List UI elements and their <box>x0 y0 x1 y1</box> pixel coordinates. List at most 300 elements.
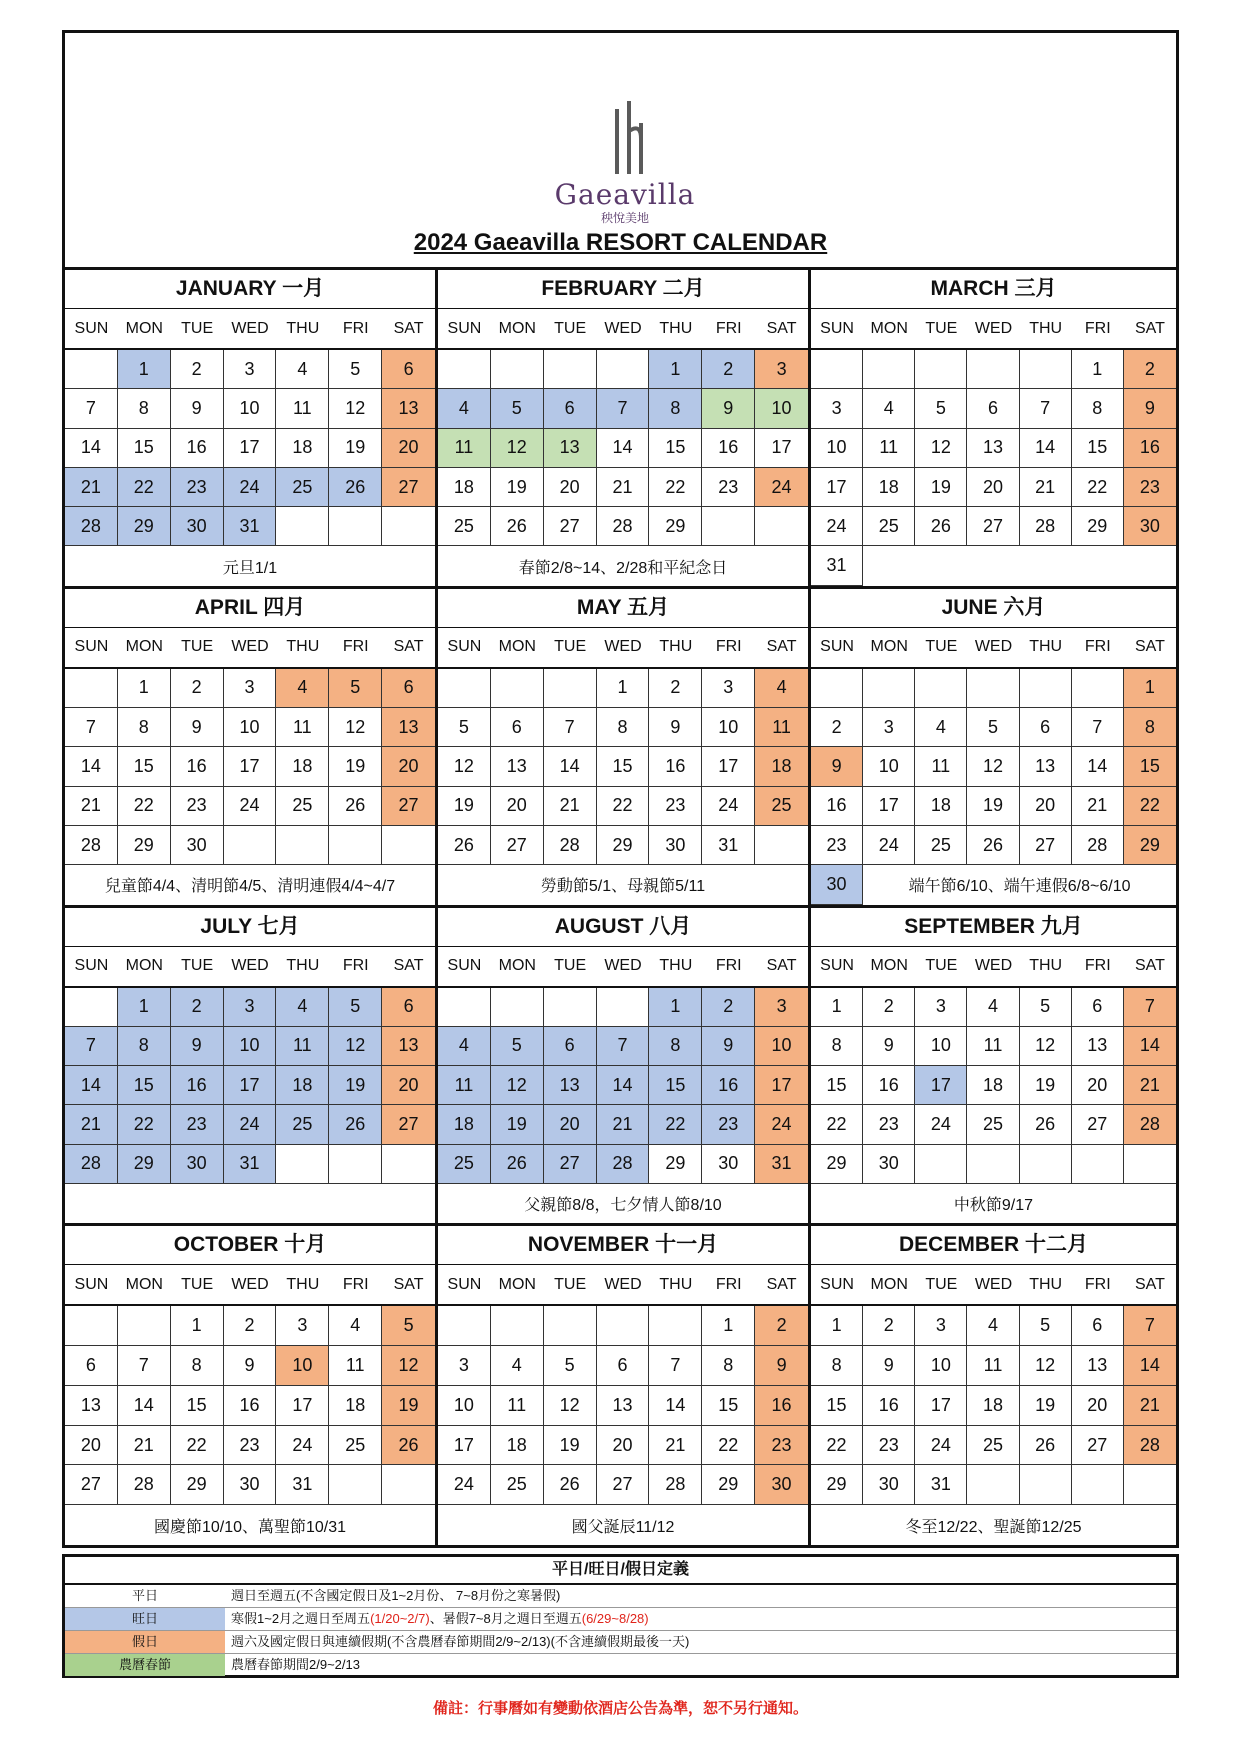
day-cell: 18 <box>863 468 915 507</box>
day-cell: 24 <box>224 468 277 507</box>
weekday-label: MON <box>498 319 536 337</box>
svg-text:Gaeavilla: Gaeavilla <box>554 178 696 211</box>
day-cell: 16 <box>1124 429 1176 468</box>
empty-cell <box>544 350 597 389</box>
month-block <box>65 270 438 589</box>
day-cell: 24 <box>915 1426 967 1466</box>
day-cell: 25 <box>276 468 329 507</box>
day-cell: 22 <box>702 1426 755 1466</box>
day-cell: 21 <box>1124 1386 1176 1426</box>
month-note: 勞動節5/1、母親節5/11 <box>540 878 706 896</box>
day-cell: 4 <box>863 389 915 428</box>
weekday-label: MON <box>498 957 536 974</box>
day-cell: 19 <box>329 429 382 468</box>
empty-cell <box>1072 669 1124 708</box>
empty-cell <box>755 507 808 546</box>
day-cell: 21 <box>1020 468 1072 507</box>
day-cell: 17 <box>755 429 808 468</box>
day-cell: 25 <box>276 787 329 826</box>
weekday-label: FRI <box>342 319 369 337</box>
day-cell: 5 <box>329 988 382 1027</box>
day-cell: 14 <box>1020 429 1072 468</box>
empty-cell <box>65 1306 118 1346</box>
day-cell: 15 <box>597 747 650 786</box>
weekday-label: THU <box>286 638 320 656</box>
day-cell: 25 <box>329 1426 382 1466</box>
weekday-label: TUE <box>925 638 958 656</box>
day-cell: 15 <box>118 1066 171 1105</box>
day-cell: 2 <box>171 988 224 1027</box>
day-cell: 16 <box>755 1386 808 1426</box>
day-cell: 12 <box>544 1386 597 1426</box>
day-cell: 27 <box>1072 1105 1124 1144</box>
day-cell: 2 <box>702 988 755 1027</box>
day-cell: 6 <box>544 1027 597 1066</box>
day-cell: 3 <box>755 350 808 389</box>
day-cell: 6 <box>597 1346 650 1386</box>
legend-description: 週六及國定假日與連續假期(不含農曆春節期間2/9~2/13)(不含連續假期最後一天) <box>231 1634 690 1649</box>
empty-cell <box>65 350 118 389</box>
month-block <box>438 270 811 589</box>
day-cell: 24 <box>811 507 863 546</box>
weekday-label: FRI <box>1084 957 1111 974</box>
day-cell: 6 <box>544 389 597 428</box>
brand-chinese-name: 秧悅美地 <box>600 211 649 225</box>
weekday-label: MON <box>125 957 163 974</box>
day-cell: 8 <box>171 1346 224 1386</box>
day-cell: 1 <box>811 988 863 1027</box>
weekday-header <box>65 309 435 348</box>
weekday-header <box>438 1265 808 1304</box>
weekday-label: THU <box>659 1275 693 1293</box>
weekday-label: WED <box>231 957 269 974</box>
day-cell: 17 <box>224 429 277 468</box>
day-cell: 23 <box>863 1426 915 1466</box>
day-cell: 1 <box>702 1306 755 1346</box>
day-cell: 22 <box>1072 468 1124 507</box>
weekday-label: THU <box>286 1275 320 1293</box>
day-cell: 11 <box>967 1027 1019 1066</box>
weekday-label: TUE <box>925 1275 958 1293</box>
legend-key: 假日 <box>65 1631 225 1653</box>
empty-cell <box>382 826 435 865</box>
day-cell: 27 <box>1072 1426 1124 1466</box>
weekday-label: MON <box>870 1275 908 1293</box>
day-cell: 26 <box>967 826 1019 865</box>
weekday-label: MON <box>125 319 163 337</box>
day-cell: 27 <box>967 507 1019 546</box>
day-cell: 18 <box>491 1426 544 1466</box>
day-cell: 3 <box>915 1306 967 1346</box>
day-cell: 1 <box>649 988 702 1027</box>
day-cell: 7 <box>544 708 597 747</box>
month-note: 冬至12/22、聖誕節12/25 <box>905 1518 1082 1536</box>
day-cell: 24 <box>863 826 915 865</box>
day-cell: 2 <box>755 1306 808 1346</box>
day-cell: 20 <box>382 1066 435 1105</box>
day-cell: 19 <box>329 747 382 786</box>
day-cell: 22 <box>649 468 702 507</box>
weekday-label: FRI <box>715 957 742 974</box>
day-cell: 15 <box>118 429 171 468</box>
day-cell: 3 <box>915 988 967 1027</box>
day-cell: 28 <box>597 1145 650 1184</box>
day-cell: 13 <box>544 1066 597 1105</box>
empty-cell <box>491 1306 544 1346</box>
day-cell: 12 <box>915 429 967 468</box>
day-cell: 18 <box>438 1105 491 1144</box>
day-cell: 31 <box>276 1465 329 1505</box>
day-cell: 23 <box>1124 468 1176 507</box>
weekday-label: FRI <box>1084 319 1111 337</box>
day-cell: 15 <box>118 747 171 786</box>
weekday-label: SUN <box>447 638 482 656</box>
day-cell: 6 <box>491 708 544 747</box>
day-cell: 30 <box>755 1465 808 1505</box>
day-cell: 13 <box>491 747 544 786</box>
empty-cell <box>382 507 435 546</box>
weekday-label: SAT <box>393 319 424 337</box>
day-cell: 7 <box>597 389 650 428</box>
day-cell: 28 <box>1124 1105 1176 1144</box>
day-cell: 16 <box>863 1386 915 1426</box>
legend-row <box>65 1585 1176 1608</box>
day-cell: 16 <box>702 429 755 468</box>
empty-cell <box>597 1306 650 1346</box>
empty-cell <box>967 350 1019 389</box>
day-cell: 17 <box>276 1386 329 1426</box>
weekday-label: TUE <box>925 319 958 337</box>
day-cell: 30 <box>863 1465 915 1505</box>
day-cell: 26 <box>1020 1426 1072 1466</box>
empty-cell <box>863 350 915 389</box>
day-cell: 8 <box>702 1346 755 1386</box>
month-title: SEPTEMBER 九月 <box>811 908 1176 947</box>
day-cell: 10 <box>438 1386 491 1426</box>
day-cell: 10 <box>755 389 808 428</box>
day-cell: 13 <box>544 429 597 468</box>
day-cell: 2 <box>1124 350 1176 389</box>
legend-description: 農曆春節期間2/9~2/13 <box>231 1657 360 1672</box>
day-cell: 22 <box>811 1105 863 1144</box>
day-cell: 23 <box>811 826 863 865</box>
day-cell: 8 <box>1072 389 1124 428</box>
day-cell: 26 <box>382 1426 435 1466</box>
day-cell: 12 <box>1020 1346 1072 1386</box>
weekday-label: SUN <box>820 957 854 974</box>
day-cell: 1 <box>597 669 650 708</box>
day-cell: 27 <box>1020 826 1072 865</box>
day-cell: 21 <box>544 787 597 826</box>
weekday-header <box>438 628 808 667</box>
weekday-label: WED <box>974 638 1013 656</box>
month-note: 端午節6/10、端午連假6/8~6/10 <box>908 878 1131 896</box>
day-cell: 29 <box>1124 826 1176 865</box>
day-cell: 28 <box>597 507 650 546</box>
day-cell: 29 <box>118 826 171 865</box>
day-cell: 18 <box>276 429 329 468</box>
month-title: DECEMBER 十二月 <box>811 1226 1176 1265</box>
weekday-label: SAT <box>393 638 424 656</box>
day-cell: 16 <box>171 1066 224 1105</box>
day-cell: 14 <box>1124 1346 1176 1386</box>
empty-cell <box>863 669 915 708</box>
day-cell: 28 <box>1124 1426 1176 1466</box>
weekday-label: WED <box>604 957 642 974</box>
day-cell: 8 <box>118 1027 171 1066</box>
day-cell: 25 <box>967 1105 1019 1144</box>
day-cell: 27 <box>382 468 435 507</box>
day-cell: 2 <box>649 669 702 708</box>
weekday-label: THU <box>659 957 693 974</box>
day-cell: 21 <box>118 1426 171 1466</box>
day-cell: 12 <box>491 429 544 468</box>
month-block <box>65 589 438 908</box>
weekday-label: TUE <box>554 957 587 974</box>
day-cell: 2 <box>171 350 224 389</box>
day-cell: 9 <box>649 708 702 747</box>
day-cell: 9 <box>224 1346 277 1386</box>
day-cell: 19 <box>915 468 967 507</box>
empty-cell <box>1072 1145 1124 1184</box>
weekday-label: TUE <box>181 638 214 656</box>
legend-row <box>65 1654 1176 1676</box>
weekday-label: TUE <box>181 1275 214 1293</box>
month-title: AUGUST 八月 <box>438 908 808 947</box>
day-cell: 1 <box>811 1306 863 1346</box>
day-cell: 25 <box>755 787 808 826</box>
day-cell: 6 <box>65 1346 118 1386</box>
day-cell: 20 <box>65 1426 118 1466</box>
day-cell: 13 <box>65 1386 118 1426</box>
day-cell: 23 <box>171 787 224 826</box>
day-cell: 16 <box>863 1066 915 1105</box>
day-cell: 18 <box>915 787 967 826</box>
day-cell: 25 <box>915 826 967 865</box>
day-cell: 13 <box>597 1386 650 1426</box>
weekday-label: SUN <box>447 1275 482 1293</box>
day-cell: 28 <box>1020 507 1072 546</box>
day-cell: 20 <box>967 468 1019 507</box>
empty-cell <box>1020 1465 1072 1505</box>
day-cell: 3 <box>224 669 277 708</box>
empty-cell <box>915 1145 967 1184</box>
day-cell: 22 <box>118 1105 171 1144</box>
day-grid <box>811 348 1176 586</box>
day-cell: 31 <box>224 1145 277 1184</box>
empty-cell <box>438 350 491 389</box>
month-block <box>811 589 1176 908</box>
day-cell: 22 <box>597 787 650 826</box>
day-cell: 29 <box>811 1465 863 1505</box>
month-block <box>65 1226 438 1545</box>
day-cell: 19 <box>438 787 491 826</box>
day-cell: 16 <box>171 429 224 468</box>
day-cell: 26 <box>329 468 382 507</box>
day-cell: 29 <box>702 1465 755 1505</box>
weekday-label: THU <box>286 957 320 974</box>
month-note: 春節2/8~14、2/28和平紀念日 <box>518 559 728 577</box>
month-note: 國慶節10/10、萬聖節10/31 <box>153 1518 347 1536</box>
day-cell: 2 <box>224 1306 277 1346</box>
weekday-label: TUE <box>181 957 214 974</box>
day-cell: 20 <box>1020 787 1072 826</box>
day-grid <box>438 1304 808 1545</box>
day-cell: 30 <box>863 1145 915 1184</box>
day-cell: 18 <box>755 747 808 786</box>
day-cell: 8 <box>811 1346 863 1386</box>
empty-cell <box>1020 1145 1072 1184</box>
empty-cell <box>491 988 544 1027</box>
month-block <box>65 908 438 1227</box>
weekday-label: TUE <box>554 319 587 337</box>
day-cell: 7 <box>118 1346 171 1386</box>
weekday-label: WED <box>974 957 1013 974</box>
day-cell: 10 <box>224 389 277 428</box>
day-cell: 17 <box>915 1386 967 1426</box>
day-cell: 4 <box>276 988 329 1027</box>
day-cell: 5 <box>382 1306 435 1346</box>
day-cell: 5 <box>491 1027 544 1066</box>
weekday-label: SUN <box>447 957 482 974</box>
day-grid <box>65 986 435 1224</box>
legend-key: 農曆春節 <box>65 1654 225 1676</box>
day-cell: 28 <box>65 507 118 546</box>
day-cell: 8 <box>118 389 171 428</box>
weekday-label: SAT <box>393 1275 424 1293</box>
day-cell: 23 <box>649 787 702 826</box>
empty-cell <box>1020 350 1072 389</box>
day-cell: 15 <box>649 1066 702 1105</box>
day-cell: 14 <box>65 429 118 468</box>
weekday-label: SAT <box>1134 638 1165 656</box>
day-cell: 19 <box>1020 1386 1072 1426</box>
weekday-label: SAT <box>1134 319 1165 337</box>
legend <box>62 1554 1179 1678</box>
day-cell: 29 <box>649 507 702 546</box>
month-note: 國父誕辰11/12 <box>571 1518 675 1536</box>
day-cell: 11 <box>755 708 808 747</box>
empty-cell <box>1124 1465 1176 1505</box>
month-note: 父親節8/8，七夕情人節8/10 <box>524 1197 722 1215</box>
day-cell: 13 <box>382 708 435 747</box>
weekday-label: SUN <box>820 319 854 337</box>
day-cell: 8 <box>597 708 650 747</box>
legend-description: 寒假1~2月之週日至周五(1/20~2/7)、暑假7~8月之週日至週五(6/29~8/28) <box>231 1611 649 1626</box>
empty-cell <box>915 350 967 389</box>
day-cell: 19 <box>491 1105 544 1144</box>
day-cell: 17 <box>702 747 755 786</box>
day-cell: 8 <box>811 1027 863 1066</box>
day-cell: 30 <box>171 826 224 865</box>
day-cell: 28 <box>65 826 118 865</box>
day-cell: 2 <box>702 350 755 389</box>
weekday-header <box>811 947 1176 986</box>
day-grid <box>65 667 435 905</box>
day-cell: 21 <box>597 1105 650 1144</box>
day-cell: 26 <box>491 507 544 546</box>
weekday-label: TUE <box>554 638 587 656</box>
day-cell: 11 <box>276 389 329 428</box>
day-cell: 27 <box>382 1105 435 1144</box>
day-grid <box>811 1304 1176 1545</box>
day-cell: 25 <box>967 1426 1019 1466</box>
day-cell: 11 <box>915 747 967 786</box>
month-title: JULY 七月 <box>65 908 435 947</box>
month-title: JUNE 六月 <box>811 589 1176 628</box>
day-cell: 18 <box>438 468 491 507</box>
remark: 備註：行事曆如有變動依酒店公告為準，恕不另行通知。 <box>432 1700 808 1717</box>
day-cell: 19 <box>491 468 544 507</box>
day-cell: 30 <box>171 1145 224 1184</box>
day-cell: 21 <box>65 468 118 507</box>
day-cell: 17 <box>438 1426 491 1466</box>
day-cell: 10 <box>276 1346 329 1386</box>
day-cell: 28 <box>649 1465 702 1505</box>
empty-cell <box>811 669 863 708</box>
day-cell: 24 <box>224 787 277 826</box>
day-cell: 9 <box>755 1346 808 1386</box>
empty-cell <box>65 669 118 708</box>
day-cell: 16 <box>171 747 224 786</box>
empty-cell <box>224 826 277 865</box>
weekday-label: THU <box>1029 1275 1063 1293</box>
day-cell: 20 <box>544 1105 597 1144</box>
day-cell: 28 <box>118 1465 171 1505</box>
legend-key: 平日 <box>65 1585 225 1607</box>
day-cell: 20 <box>597 1426 650 1466</box>
weekday-label: WED <box>231 638 269 656</box>
day-cell: 12 <box>438 747 491 786</box>
empty-cell <box>382 1465 435 1505</box>
day-cell: 27 <box>597 1465 650 1505</box>
weekday-label: WED <box>974 319 1013 337</box>
day-cell: 10 <box>915 1027 967 1066</box>
day-cell: 11 <box>329 1346 382 1386</box>
weekday-label: SUN <box>74 638 109 656</box>
day-cell: 18 <box>967 1386 1019 1426</box>
day-grid <box>811 667 1176 905</box>
day-cell: 28 <box>1072 826 1124 865</box>
weekday-label: MON <box>870 957 908 974</box>
calendar-frame <box>62 30 1179 1548</box>
day-cell: 12 <box>329 389 382 428</box>
day-cell: 31 <box>811 546 863 585</box>
day-cell: 21 <box>65 787 118 826</box>
day-cell: 28 <box>544 826 597 865</box>
month-note <box>65 1184 435 1223</box>
weekday-label: THU <box>1029 319 1063 337</box>
weekday-label: TUE <box>925 957 958 974</box>
day-cell: 9 <box>811 747 863 786</box>
day-cell: 21 <box>65 1105 118 1144</box>
empty-cell <box>544 669 597 708</box>
weekday-label: SUN <box>74 1275 109 1293</box>
day-cell: 30 <box>811 865 863 904</box>
weekday-label: FRI <box>1084 1275 1111 1293</box>
day-cell: 14 <box>597 429 650 468</box>
weekday-label: SUN <box>447 319 482 337</box>
day-cell: 10 <box>755 1027 808 1066</box>
day-cell: 24 <box>915 1105 967 1144</box>
day-cell: 9 <box>171 708 224 747</box>
day-cell: 15 <box>171 1386 224 1426</box>
day-cell: 5 <box>915 389 967 428</box>
day-cell: 30 <box>702 1145 755 1184</box>
day-cell: 5 <box>329 669 382 708</box>
weekday-header <box>811 628 1176 667</box>
day-cell: 9 <box>702 1027 755 1066</box>
